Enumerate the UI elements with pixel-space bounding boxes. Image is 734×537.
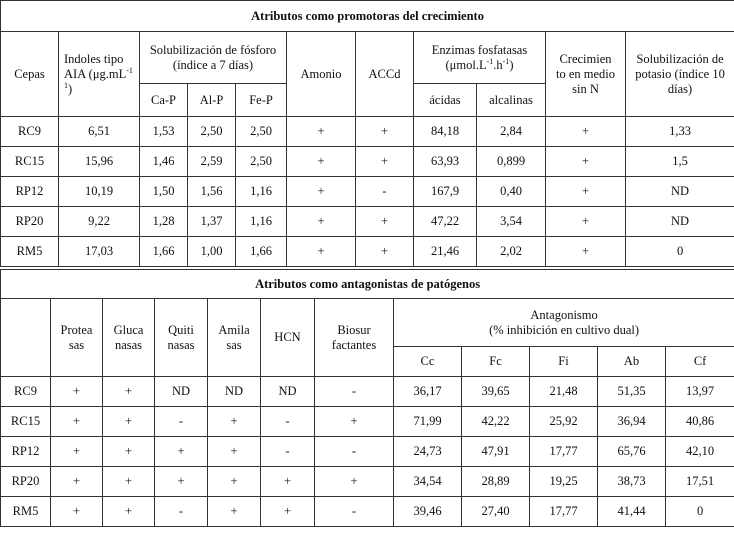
value-cell: - <box>315 437 394 467</box>
header-fe-p: Fe-P <box>236 84 287 117</box>
value-cell: 1,37 <box>188 207 236 237</box>
value-cell: 0,40 <box>477 177 546 207</box>
value-cell: ND <box>208 377 261 407</box>
value-cell: ND <box>261 377 315 407</box>
header-hcn: HCN <box>261 299 315 377</box>
value-cell: 10,19 <box>59 177 140 207</box>
value-cell: + <box>356 237 414 267</box>
value-cell: + <box>546 117 626 147</box>
value-cell: 1,53 <box>140 117 188 147</box>
value-cell: 34,54 <box>394 467 462 497</box>
value-cell: 47,22 <box>414 207 477 237</box>
value-cell: + <box>287 237 356 267</box>
value-cell: ND <box>626 207 734 237</box>
value-cell: 17,77 <box>530 437 598 467</box>
value-cell: 84,18 <box>414 117 477 147</box>
value-cell: + <box>546 237 626 267</box>
value-cell: 167,9 <box>414 177 477 207</box>
value-cell: + <box>208 407 261 437</box>
value-cell: + <box>155 437 208 467</box>
value-cell: 1,66 <box>236 237 287 267</box>
value-cell: 1,50 <box>140 177 188 207</box>
strain-cell: RP20 <box>1 207 59 237</box>
value-cell: 9,22 <box>59 207 140 237</box>
value-cell: + <box>287 147 356 177</box>
value-cell: 36,17 <box>394 377 462 407</box>
value-cell: 38,73 <box>598 467 666 497</box>
table-row <box>1 497 734 527</box>
value-cell: + <box>287 207 356 237</box>
value-cell: + <box>356 147 414 177</box>
value-cell: - <box>155 497 208 527</box>
strain-cell: RP20 <box>1 467 51 497</box>
header-ab: Ab <box>598 347 666 377</box>
value-cell: 17,51 <box>666 467 734 497</box>
strain-cell: RC9 <box>1 377 51 407</box>
header-enzimas: Enzimas fosfatasas $(\mu mol.L^{-1}.h^{-1})$ <box>414 32 546 84</box>
value-cell: + <box>155 467 208 497</box>
value-cell: + <box>103 377 155 407</box>
value-cell: 25,92 <box>530 407 598 437</box>
value-cell: + <box>261 497 315 527</box>
value-cell: 15,96 <box>59 147 140 177</box>
header-biosurfactantes: Biosur factantes <box>315 299 394 377</box>
value-cell: 28,89 <box>462 467 530 497</box>
value-cell: - <box>155 407 208 437</box>
value-cell: - <box>315 377 394 407</box>
value-cell: + <box>51 377 103 407</box>
value-cell: 17,77 <box>530 497 598 527</box>
header-proteasas: Protea sas <box>51 299 103 377</box>
value-cell: 1,66 <box>140 237 188 267</box>
table-row <box>1 377 734 407</box>
value-cell: 21,46 <box>414 237 477 267</box>
value-cell: 0 <box>666 497 734 527</box>
strain-cell: RC15 <box>1 147 59 177</box>
value-cell: 63,93 <box>414 147 477 177</box>
value-cell: 27,40 <box>462 497 530 527</box>
header-antagonismo: Antagonismo (% inhibición en cultivo dual) <box>394 299 734 347</box>
value-cell: 0,899 <box>477 147 546 177</box>
value-cell: + <box>261 467 315 497</box>
table-row <box>1 147 734 177</box>
value-cell: 2,50 <box>236 147 287 177</box>
value-cell: 1,5 <box>626 147 734 177</box>
value-cell: + <box>51 407 103 437</box>
table-row <box>1 437 734 467</box>
value-cell: 24,73 <box>394 437 462 467</box>
antagonist-section-title: Atributos como antagonistas de patógenos <box>1 270 734 299</box>
value-cell: 65,76 <box>598 437 666 467</box>
header-cepas: Cepas <box>1 32 59 117</box>
value-cell: + <box>103 497 155 527</box>
header-fc: Fc <box>462 347 530 377</box>
header-glucanasas: Gluca nasas <box>103 299 155 377</box>
header-amonio: Amonio <box>287 32 356 117</box>
strain-cell: RC9 <box>1 117 59 147</box>
table-row <box>1 467 734 497</box>
value-cell: 1,56 <box>188 177 236 207</box>
value-cell: 41,44 <box>598 497 666 527</box>
value-cell: + <box>546 207 626 237</box>
value-cell: 39,46 <box>394 497 462 527</box>
header-ca-p: Ca-P <box>140 84 188 117</box>
value-cell: 1,33 <box>626 117 734 147</box>
value-cell: 2,50 <box>236 117 287 147</box>
value-cell: 1,28 <box>140 207 188 237</box>
value-cell: 1,00 <box>188 237 236 267</box>
value-cell: + <box>287 177 356 207</box>
growth-section-title: Atributos como promotoras del crecimiento <box>1 1 734 32</box>
value-cell: 2,59 <box>188 147 236 177</box>
value-cell: 42,10 <box>666 437 734 467</box>
header-accd: ACCd <box>356 32 414 117</box>
value-cell: + <box>103 467 155 497</box>
value-cell: + <box>546 177 626 207</box>
header-amilasas: Amila sas <box>208 299 261 377</box>
value-cell: 42,22 <box>462 407 530 437</box>
value-cell: - <box>261 407 315 437</box>
value-cell: 1,16 <box>236 177 287 207</box>
table-row <box>1 177 734 207</box>
value-cell: + <box>103 437 155 467</box>
header-acidas: ácidas <box>414 84 477 117</box>
value-cell: 2,84 <box>477 117 546 147</box>
value-cell: + <box>51 497 103 527</box>
value-cell: 47,91 <box>462 437 530 467</box>
strain-cell: RC15 <box>1 407 51 437</box>
value-cell: ND <box>155 377 208 407</box>
value-cell: ND <box>626 177 734 207</box>
value-cell: 71,99 <box>394 407 462 437</box>
header-indoles: Indoles tipo AIA ($\mu g.mL^{-1}$ $^1$) <box>59 32 140 117</box>
header-cf: Cf <box>666 347 734 377</box>
value-cell: 1,46 <box>140 147 188 177</box>
table-row <box>1 117 734 147</box>
table-row <box>1 407 734 437</box>
value-cell: 2,02 <box>477 237 546 267</box>
value-cell: - <box>356 177 414 207</box>
header-alcalinas: alcalinas <box>477 84 546 117</box>
value-cell: 21,48 <box>530 377 598 407</box>
table-row <box>1 237 734 267</box>
header-al-p: Al-P <box>188 84 236 117</box>
value-cell: + <box>546 147 626 177</box>
value-cell: + <box>208 467 261 497</box>
value-cell: 1,16 <box>236 207 287 237</box>
value-cell: 40,86 <box>666 407 734 437</box>
value-cell: + <box>315 467 394 497</box>
strain-cell: RP12 <box>1 437 51 467</box>
value-cell: 39,65 <box>462 377 530 407</box>
value-cell: 51,35 <box>598 377 666 407</box>
antagonist-table <box>0 269 734 527</box>
value-cell: 6,51 <box>59 117 140 147</box>
value-cell: 2,50 <box>188 117 236 147</box>
value-cell: 3,54 <box>477 207 546 237</box>
header-fi: Fi <box>530 347 598 377</box>
header-crecimiento: Crecimien to en medio sin N <box>546 32 626 117</box>
header-potasio: Solubilización de potasio (índice 10 días) <box>626 32 734 117</box>
value-cell: 19,25 <box>530 467 598 497</box>
table-row <box>1 207 734 237</box>
value-cell: 36,94 <box>598 407 666 437</box>
growth-promotion-table <box>0 0 734 267</box>
value-cell: 17,03 <box>59 237 140 267</box>
value-cell: + <box>51 467 103 497</box>
value-cell: + <box>103 407 155 437</box>
value-cell: + <box>208 497 261 527</box>
header-quitinasas: Quiti nasas <box>155 299 208 377</box>
value-cell: - <box>261 437 315 467</box>
value-cell: 0 <box>626 237 734 267</box>
value-cell: + <box>315 407 394 437</box>
header-empty-cepa <box>1 299 51 377</box>
value-cell: + <box>51 437 103 467</box>
strain-cell: RM5 <box>1 497 51 527</box>
value-cell: + <box>356 207 414 237</box>
value-cell: + <box>208 437 261 467</box>
header-fosforo: Solubilización de fósforo (índice a 7 días) <box>140 32 287 84</box>
header-cc: Cc <box>394 347 462 377</box>
value-cell: 13,97 <box>666 377 734 407</box>
value-cell: - <box>315 497 394 527</box>
strain-cell: RM5 <box>1 237 59 267</box>
value-cell: + <box>356 117 414 147</box>
strain-cell: RP12 <box>1 177 59 207</box>
value-cell: + <box>287 117 356 147</box>
